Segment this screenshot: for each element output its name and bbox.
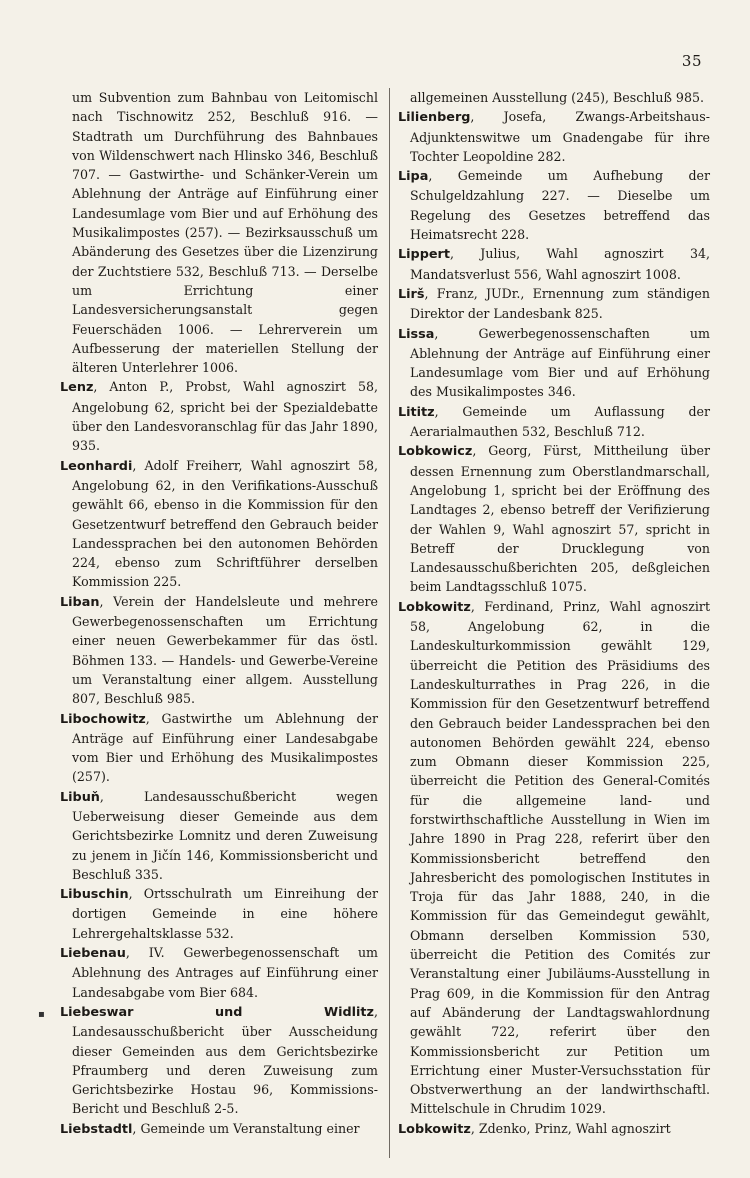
entry-heading: Leonhardi [60, 458, 133, 474]
index-entry: Lobkowicz, Georg, Fürst, Mittheilung über dessen Ernennung zum Oberstlandmarschall, Angelobung 1, spricht bei der Eröffnung des Landtages 2, ebenso betreff der Verifizierung der Wahlen 9, Wahl agnoszirt 57, spricht in Betreff der Drucklegung von Landesausschußberichten 205, deßgleichen beim Landtagsschluß 1075. [398, 443, 710, 595]
index-entry: Libochowitz, Gastwirthe um Ablehnung der Anträge auf Einführung einer Landesabgabe vom Bier und Erhöhung des Musikalimpostes (257). [60, 710, 378, 785]
entry-heading: Lobkowitz [398, 1121, 471, 1137]
entry-heading: Lissa [398, 326, 435, 342]
entry-text: Zdenko, Prinz, Wahl agnoszirt [478, 1120, 671, 1136]
entry-heading: Lobkowicz [398, 444, 473, 460]
entry-heading: Liebeswar und Widlitz [60, 1004, 374, 1020]
entry-text: Gastwirthe um Ablehnung der Anträge auf Einführung einer Landesabgabe vom Bier und Erhöhung des Musikalimpostes (257). [72, 710, 378, 785]
entry-heading: Lirš [398, 286, 425, 302]
index-entry: Liebeswar und Widlitz, Landesausschußbericht über Ausscheidung dieser Gemeinden aus dem Gerichtsbezirke Pfraumberg und deren Zuweisung zum Gerichtsbezirke Hostau 96, Kommissions-Bericht und Beschluß 2-5. [60, 1003, 378, 1117]
entry-heading: Libuschin [60, 887, 129, 903]
entry-text: Landesausschußbericht über Ausscheidung dieser Gemeinden aus dem Gerichtsbezirke Pfraumberg und deren Zuweisung zum Gerichtsbezirke Hostau 96, Kommissions-Bericht und Beschluß 2-5. [72, 1024, 378, 1117]
index-entry [398, 88, 710, 107]
index-entry: Lenz, Anton P., Probst, Wahl agnoszirt 58, Angelobung 62, spricht bei der Spezialdebatte über den Landesvoranschlag für das Jahr 1890, 935. [60, 379, 378, 454]
index-columns [60, 88, 710, 1158]
page-number: 35 [681, 52, 702, 70]
entry-text: Adolf Freiherr, Wahl agnoszirt 58, Angelobung 62, in den Verifikations-Ausschuß gewählt 66, ebenso in die Kommission für den Gesetzentwurf betreffend den Gebrauch beider Landessprachen bei den autonomen Behörden 224, ebenso zum Schriftführer derselben Kommission 225. [72, 457, 378, 590]
entry-text: Josefa, Zwangs-Arbeitshaus-Adjunktenswitwe um Gnadengabe für ihre Tochter Leopoldine 282. [410, 109, 710, 164]
entry-text: Julius, Wahl agnoszirt 34, Mandatsverlust 556, Wahl agnoszirt 1008. [410, 246, 710, 282]
index-entry: Liebstadtl, Gemeinde um Veranstaltung einer [60, 1120, 360, 1137]
entry-heading: Lippert [398, 247, 450, 263]
entry-text: Gewerbegenossenschaften um Ablehnung der Anträge auf Einführung einer Landesumlage vom Bier und auf Erhöhung des Musikalimpostes 346. [410, 325, 710, 400]
entry-heading: Lobkowitz [398, 599, 471, 615]
index-entry [60, 88, 378, 377]
entry-heading: Lilienberg [398, 110, 471, 126]
entry-text: IV. Gewerbegenossenschaft um Ablehnung des Antrages auf Einführung einer Landesabgabe vom Bier 684. [72, 945, 378, 1000]
index-entry: Lissa, Gewerbegenossenschaften um Ablehnung der Anträge auf Einführung einer Landesumlage vom Bier und auf Erhöhung des Musikalimpostes 346. [398, 325, 710, 400]
index-entry: Libuň, Landesausschußbericht wegen Ueberweisung dieser Gemeinde aus dem Gerichtsbezirke Lomnitz und deren Zuweisung zu jenem in Jičín 146, Kommissionsbericht und Beschluß 335. [60, 788, 378, 882]
entry-text: Anton P., Probst, Wahl agnoszirt 58, Angelobung 62, spricht bei der Spezialdebatte über den Landesvoranschlag für das Jahr 1890, 935. [72, 379, 378, 454]
index-entry: Liebenau, IV. Gewerbegenossenschaft um Ablehnung des Antrages auf Einführung einer Landesabgabe vom Bier 684. [60, 945, 378, 1000]
entry-text: allgemeinen Ausstellung (245), Beschluß 985. [410, 90, 704, 105]
entry-heading: Lipa [398, 169, 429, 185]
entry-text: Georg, Fürst, Mittheilung über dessen Ernennung zum Oberstlandmarschall, Angelobung 1, spricht bei der Eröffnung des Landtages 2, ebenso betreff der Verifizierung der Wahlen 9, Wahl agnoszirt 57, spricht in Betreff der Drucklegung von Landesausschußberichten 205, deßgleichen beim Landtagsschluß 1075. [410, 443, 710, 595]
entry-text: Ferdinand, Prinz, Wahl agnoszirt 58, Angelobung 62, in die Landeskulturkommission gewählt 129, überreicht die Petition des Präsidiums des Landeskulturrathes in Prag 226, in die Kommission für den Gesetzentwurf betreffend den Gebrauch beider Landessprachen bei den autonomen Behörden gewählt 224, ebenso zum Obmann dieser Kommission 225, überreicht die Petition des General-Comités für die allgemeine land- und forstwirthschaftliche Ausstellung in Wien im Jahre 1890 in Prag 228, referirt über den Kommissionsbericht betreffend den Jahresbericht des pomologischen Institutes in Troja für das Jahr 1888, 240, in die Kommission für das Gemeindegut gewählt, Obmann derselben Kommission 530, überreicht die Petition des Comités zur Veranstaltung einer Jubiläums-Ausstellung in Prag 609, in die Kommission für den Antrag auf Abänderung der Landtagswahlordnung gewählt 722, referirt über den Kommissionsbericht zur Petition um Errichtung einer Muster-Versuchsstation für Obstverwerthung an der landwirthschaftl. Mittelschule in Chrudim 1029. [410, 598, 711, 1117]
entry-text: Landesausschußbericht wegen Ueberweisung dieser Gemeinde aus dem Gerichtsbezirke Lomnitz und deren Zuweisung zu jenem in Jičín 146, Kommissionsbericht und Beschluß 335. [72, 788, 378, 882]
index-entry: Lirš, Franz, JUDr., Ernennung zum ständigen Direktor der Landesbank 825. [398, 285, 710, 322]
entry-heading: Liebstadtl [60, 1121, 133, 1137]
index-entry: Lobkowitz, Zdenko, Prinz, Wahl agnoszirt [398, 1120, 671, 1137]
index-entry: Lippert, Julius, Wahl agnoszirt 34, Mandatsverlust 556, Wahl agnoszirt 1008. [398, 246, 710, 282]
index-entry: Lobkowitz, Ferdinand, Prinz, Wahl agnoszirt 58, Angelobung 62, in die Landeskulturkommission gewählt 129, überreicht die Petition des Präsidiums des Landeskulturrathes in Prag 226, in die Kommission für den Gesetzentwurf betreffend den Gebrauch beider Landessprachen bei den autonomen Behörden gewählt 224, ebenso zum Obmann dieser Kommission 225, überreicht die Petition des General-Comités für die allgemeine land- und forstwirthschaftliche Ausstellung in Wien im Jahre 1890 in Prag 228, referirt über den Kommissionsbericht betreffend den Jahresbericht des pomologischen Institutes in Troja für das Jahr 1888, 240, in die Kommission für das Gemeindegut gewählt, Obmann derselben Kommission 530, überreicht die Petition des Comités zur Veranstaltung einer Jubiläums-Ausstellung in Prag 609, in die Kommission für den Antrag auf Abänderung der Landtagswahlordnung gewählt 722, referirt über den Kommissionsbericht zur Petition um Errichtung einer Muster-Versuchsstation für Obstverwerthung an der landwirthschaftl. Mittelschule in Chrudim 1029. [398, 598, 711, 1117]
left-column [60, 88, 378, 1158]
entry-text: Gemeinde um Aufhebung der Schulgeldzahlung 227. — Dieselbe um Regelung des Gesetzes betreffend das Heimatsrecht 228. [410, 168, 710, 243]
index-entry: Liban, Verein der Handelsleute und mehrere Gewerbegenossenschaften um Errichtung einer neuen Gewerbekammer für das östl. Böhmen 133. — Handels- und Gewerbe-Vereine um Veranstaltung einer allgem. Ausstellung 807, Beschluß 985. [60, 593, 378, 707]
entry-text: Ortsschulrath um Einreihung der dortigen Gemeinde in eine höhere Lehrergehaltsklasse 532. [72, 886, 378, 941]
entry-heading: Lititz [398, 404, 435, 420]
entry-text: Verein der Handelsleute und mehrere Gewerbegenossenschaften um Errichtung einer neuen Gewerbekammer für das östl. Böhmen 133. — Handels- und Gewerbe-Vereine um Veranstaltung einer allgem. Ausstellung 807, Beschluß 985. [72, 593, 378, 707]
entry-heading: Liban [60, 594, 100, 610]
entry-heading: Lenz [60, 380, 94, 396]
entry-text: um Subvention zum Bahnbau von Leitomischl nach Tischnowitz 252, Beschluß 916. — Stadtrath um Durchführung des Bahnbaues von Wildenschwert nach Hlinsko 346, Beschluß 707. — Gastwirthe- und Schänker-Verein um Ablehnung der Anträge auf Einführung einer Landesumlage vom Bier und auf Erhöhung des Musikalimpostes (257). — Bezirksausschuß um Abänderung des Gesetzes über die Lizenzirung der Zuchtstiere 532, Beschluß 713. — Derselbe um Errichtung einer Landesversicherungsanstalt gegen Feuerschäden 1006. — Lehrerverein um Aufbesserung der materiellen Stellung der älteren Unterlehrer 1006. [72, 90, 378, 376]
entry-text: Gemeinde um Auflassung der Aerarialmauthen 532, Beschluß 712. [410, 403, 710, 440]
index-entry: Lipa, Gemeinde um Aufhebung der Schulgeldzahlung 227. — Dieselbe um Regelung des Gesetzes betreffend das Heimatsrecht 228. [398, 168, 710, 243]
entry-text: Franz, JUDr., Ernennung zum ständigen Direktor der Landesbank 825. [410, 285, 710, 322]
entry-heading: Libochowitz [60, 711, 146, 727]
entry-heading: Liebenau [60, 946, 126, 962]
index-entry: Lititz, Gemeinde um Auflassung der Aerarialmauthen 532, Beschluß 712. [398, 403, 710, 440]
index-entry: Leonhardi, Adolf Freiherr, Wahl agnoszirt 58, Angelobung 62, in den Verifikations-Ausschuß gewählt 66, ebenso in die Kommission für den Gesetzentwurf betreffend den Gebrauch beider Landessprachen bei den autonomen Behörden 224, ebenso zum Schriftführer derselben Kommission 225. [60, 457, 378, 590]
entry-heading: Libuň [60, 789, 100, 805]
right-column [389, 88, 710, 1158]
index-entry: Libuschin, Ortsschulrath um Einreihung der dortigen Gemeinde in eine höhere Lehrergehaltsklasse 532. [60, 886, 378, 941]
margin-mark: ▪ [38, 1009, 45, 1020]
index-entry: Lilienberg, Josefa, Zwangs-Arbeitshaus-Adjunktenswitwe um Gnadengabe für ihre Tochter Leopoldine 282. [398, 109, 710, 164]
entry-text: Gemeinde um Veranstaltung einer [140, 1120, 360, 1136]
